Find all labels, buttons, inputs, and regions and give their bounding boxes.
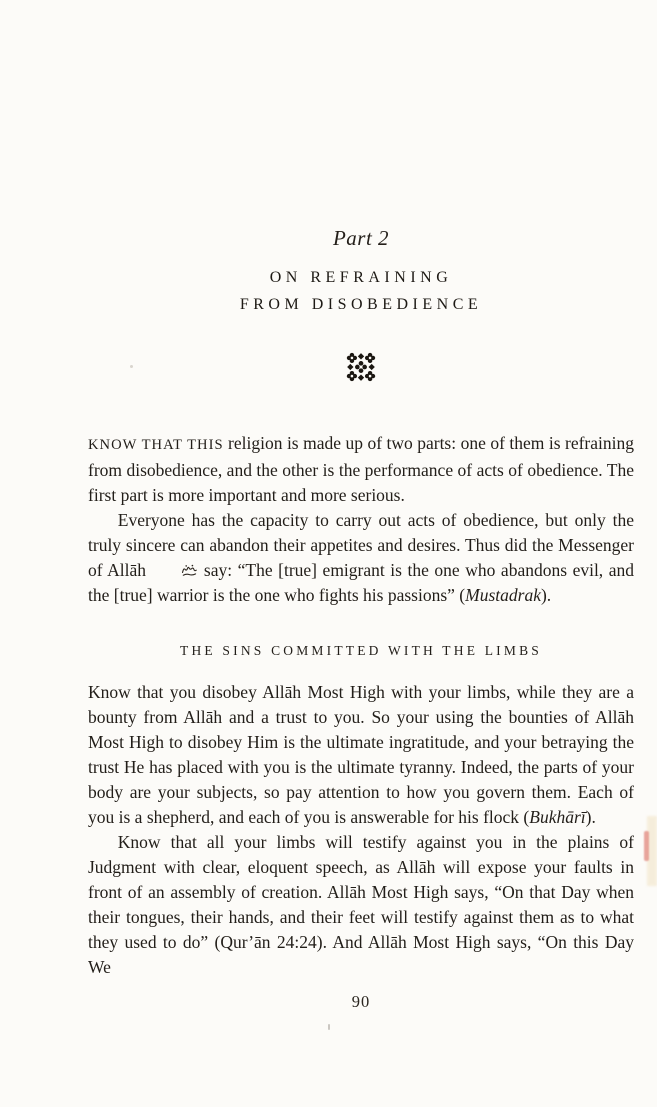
part-label: Part 2 <box>332 226 390 250</box>
paragraph-text: religion is made up of two parts: one of them is refraining from disobedience, and the other is the performance of acts of obedience. The first part is more important and more serious. <box>88 433 634 505</box>
hadith-source-title: Bukhārī <box>529 807 586 827</box>
paragraph-limbs-trust <box>88 680 634 830</box>
chapter-title <box>88 264 634 318</box>
scan-artifact-speck <box>328 1024 330 1030</box>
paragraph-text: say: “The [true] emigrant is the one who abandons evil, and the [true] warrior is the one who fights his passions” ( <box>88 560 634 605</box>
section-heading: THE SINS COMMITTED WITH THE LIMBS <box>180 643 542 658</box>
paragraph-two-parts <box>88 431 634 508</box>
paragraph-capacity-obedience <box>88 508 634 608</box>
paragraph-text: ). <box>585 807 596 827</box>
paragraph-text: ). <box>540 585 552 605</box>
section-ornament-icon <box>88 351 634 388</box>
chapter-title-line-2: FROM DISOBEDIENCE <box>239 296 483 313</box>
paragraph-limbs-testify: Know that all your limbs will testify against you in the plains of Judgment with clear, eloquent speech, as Allāh will expose your faults in front of an assembly of creation. Allāh Most High says, “On that Day when their tongues, their hands, and their feet will testify against them as to what they used to do” (Qur’ān 24:24). And Allāh Most High says, “On this Day We <box>88 832 634 977</box>
chapter-title-line-1: ON REFRAINING <box>269 269 453 286</box>
paragraph-lead-smallcaps: KNOW THAT THIS <box>88 437 224 453</box>
pbuh-honorific-icon <box>152 558 199 583</box>
scan-artifact-pink-streak <box>644 831 649 861</box>
paragraph-text: Know that you disobey Allāh Most High with your limbs, while they are a bounty from Allāh and a trust to you. So your using the bounties of Allāh Most High to disobey Him is the ultimate ingratitude, and your betraying the trust He has placed with you is the ultimate tyranny. Indeed, the parts of your body are your subjects, so pay attention to how you govern them. Each of you is a shepherd, and each of you is answerable for his flock ( <box>88 682 634 827</box>
scan-artifact-speck <box>130 365 133 368</box>
page-number: 90 <box>351 992 371 1011</box>
hadith-source-title: Mustadrak <box>465 585 541 605</box>
page-content <box>88 0 634 980</box>
paragraph-text: Everyone has the capacity to carry out acts of obedience, but only the truly sincere can abandon their appetites and desires. Thus did the Messenger of Allāh <box>88 510 634 580</box>
